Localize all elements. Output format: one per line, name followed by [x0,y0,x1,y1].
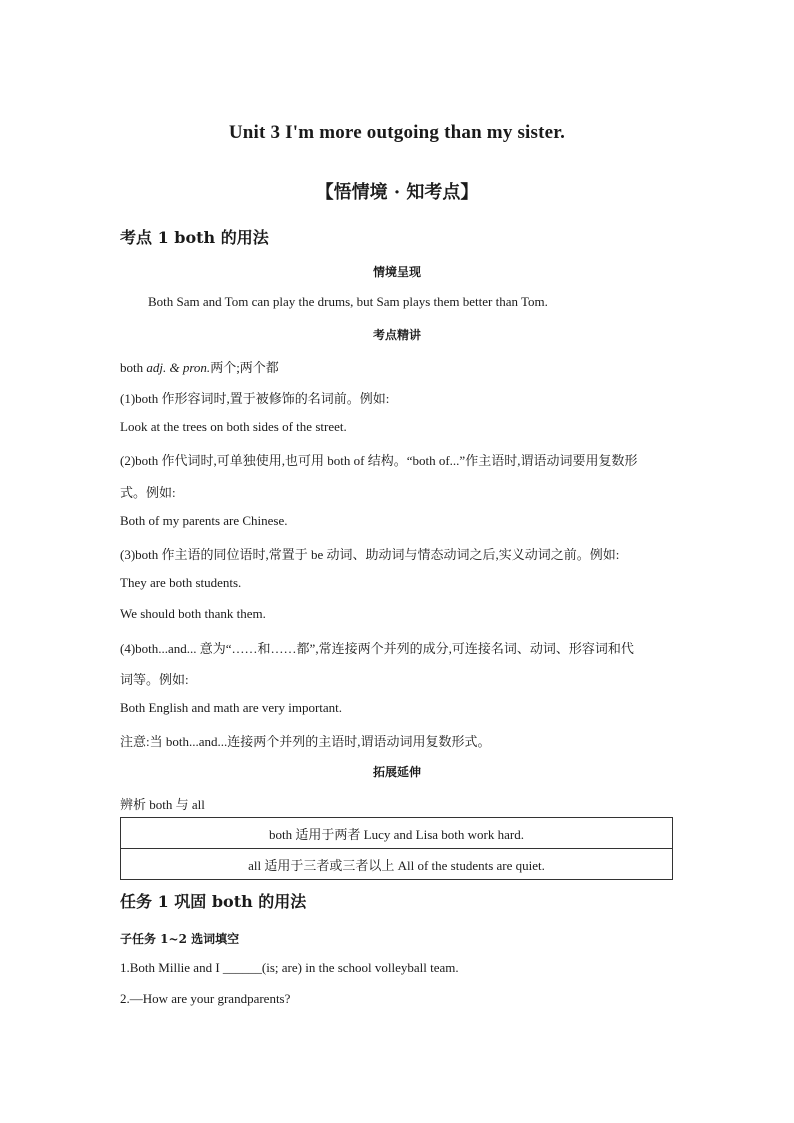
subtask-heading: 子任务 1~2 选词填空 [120,932,240,946]
table-cell-all: all 适用于三者或三者以上 All of the students are quiet. [121,849,673,880]
rule-4-line-2: 词等。例如: [120,672,189,687]
unit-title: Unit 3 I'm more outgoing than my sister. [228,122,566,143]
rule-2-example: Both of my parents are Chinese. [120,513,288,528]
explain-heading: 考点精讲 [372,328,421,342]
definition-word: both [120,360,147,375]
note-line: 注意:当 both...and...连接两个并列的主语时,谓语动词用复数形式。 [120,734,491,749]
rule-2-line-2: 式。例如: [120,485,176,500]
rule-4-line-1: (4)both...and... 意为“……和……都”,常连接两个并列的成分,可连接名词、动词、形容词和代 [120,641,634,656]
compare-label: 辨析 both 与 all [120,797,205,812]
table-row [121,849,673,880]
compare-table [120,817,673,880]
point1-heading: 考点 1 both 的用法 [120,228,269,247]
section-banner: 【悟情境 · 知考点】 [315,182,479,203]
table-row [121,818,673,849]
rule-3-example-2: We should both thank them. [120,606,266,621]
definition-meaning: 两个;两个都 [210,360,279,375]
task-heading: 任务 1 巩固 both 的用法 [120,892,307,911]
rule-3: (3)both 作主语的同位语时,常置于 be 动词、助动词与情态动词之后,实义动词之前。例如: [120,547,620,562]
rule-3-example-1: They are both students. [120,575,242,590]
rule-1: (1)both 作形容词时,置于被修饰的名词前。例如: [120,391,390,406]
context-sentence: Both Sam and Tom can play the drums, but Sam plays them better than Tom. [148,294,548,309]
definition-line [120,357,279,376]
table-cell-both: both 适用于两者 Lucy and Lisa both work hard. [121,818,673,849]
rule-2-line-1: (2)both 作代词时,可单独使用,也可用 both of 结构。“both of...”作主语时,谓语动词要用复数形 [120,453,638,468]
question-1: 1.Both Millie and I ______(is; are) in the school volleyball team. [120,960,459,975]
extend-heading: 拓展延伸 [372,765,421,779]
rule-1-example: Look at the trees on both sides of the street. [120,419,347,434]
rule-4-example: Both English and math are very important. [120,700,343,715]
context-heading: 情境呈现 [372,265,421,279]
definition-pos: adj. & pron. [146,360,211,375]
question-2: 2.—How are your grandparents? [120,991,291,1006]
